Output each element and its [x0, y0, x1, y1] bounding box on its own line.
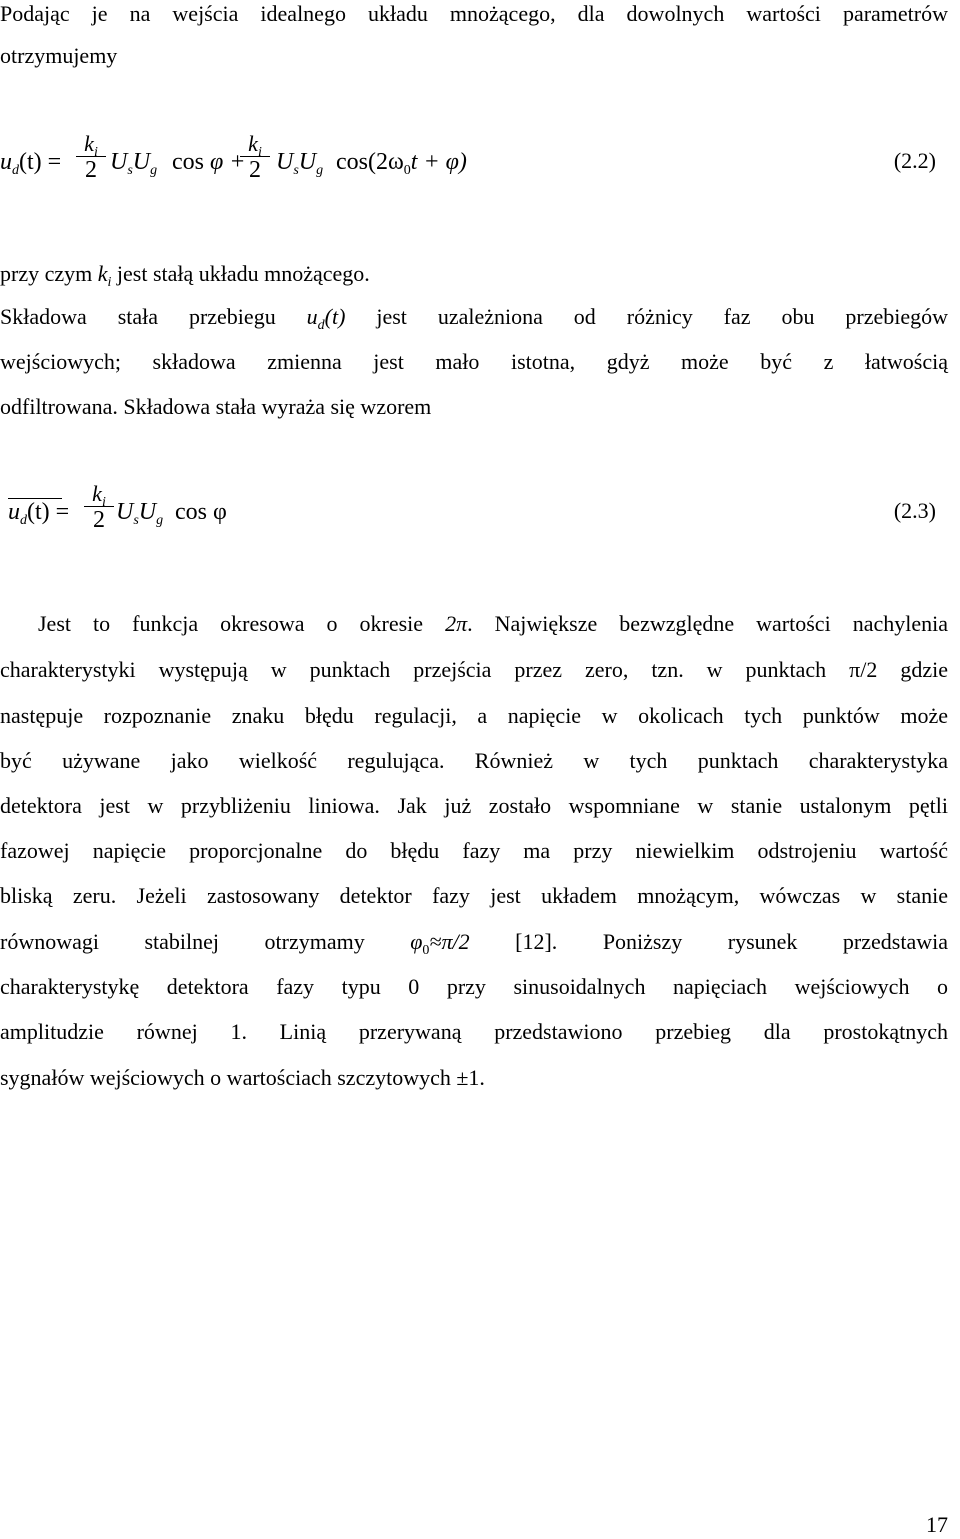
- eq23-term: $U_sU_g$: [116, 499, 164, 528]
- paragraph-3-line-5: detektora jest w przybliżeniu liniowa. Jak już zostało wspomniane w stanie ustalonym pętli: [0, 793, 948, 818]
- equation-2-2: [0, 130, 948, 200]
- paragraph-1-line-2: otrzymujemy: [0, 43, 118, 68]
- paragraph-1-line-1: Podając je na wejścia idealnego układu mnożącego, dla dowolnych wartości parametrów: [0, 1, 948, 26]
- paragraph-2-line-3: odfiltrowana. Składowa stała wyraża się wzorem: [0, 394, 432, 419]
- eq23-lhs: $u_d(t)$ =: [8, 499, 70, 528]
- equation-number-2-3: (2.3): [893, 498, 936, 523]
- eq22-lhs: $u_d(t)$ =: [0, 149, 62, 178]
- paragraph-3-line-8: równowagi stabilnej otrzymamy $\varphi_0\approx\pi/2$ [12]. Poniższy rysunek przedstawia: [0, 929, 948, 958]
- paragraph-3-line-4: być używane jako wielkość regulująca. Również w tych punktach charakterystyka: [0, 748, 948, 773]
- paragraph-2-line-2: wejściowych; składowa zmienna jest mało istotna, gdyż może być z łatwością: [0, 349, 948, 374]
- paragraph-2-line-1: Składowa stała przebiegu $u_d(t)$ jest uzależniona od różnicy faz obu przebiegów: [0, 304, 948, 333]
- equation-2-3: [0, 478, 948, 548]
- eq22-cos-1: cos φ +: [172, 149, 246, 175]
- page-number: 17: [926, 1512, 948, 1537]
- paragraph-3-line-7: bliską zeru. Jeżeli zastosowany detektor fazy jest układem mnożącym, wówczas w stanie: [0, 883, 948, 908]
- paragraph-3-line-9: charakterystykę detektora fazy typu 0 przy sinusoidalnych napięciach wejściowych o: [0, 974, 948, 999]
- paragraph-3-line-2: charakterystyki występują w punktach przejścia przez zero, tzn. w punktach π/2 gdzie: [0, 657, 948, 682]
- paragraph-3-line-11: sygnałów wejściowych o wartościach szczytowych ±1.: [0, 1065, 485, 1090]
- eq22-fraction-1: $\frac{k_i}{2}$: [76, 132, 106, 183]
- eq23-fraction: $\frac{k_i}{2}$: [84, 482, 114, 533]
- eq22-term-1: $U_sU_g$: [110, 149, 158, 178]
- eq22-term-2: $U_sU_g$: [276, 149, 324, 178]
- paragraph-3-line-10: amplitudzie równej 1. Linią przerywaną przedstawiono przebieg dla prostokątnych: [0, 1019, 948, 1044]
- ki-definition-line: przy czym $k_i$ jest stałą układu mnożącego.: [0, 261, 370, 290]
- eq23-cos: cos φ: [175, 499, 227, 525]
- paragraph-3-line-6: fazowej napięcie proporcjonalne do błędu fazy ma przy niewielkim odstrojeniu wartość: [0, 838, 948, 863]
- equation-number-2-2: (2.2): [893, 148, 936, 173]
- paragraph-3-line-1: Jest to funkcja okresowa o okresie 2π. Największe bezwzględne wartości nachylenia: [38, 611, 948, 636]
- paragraph-3-line-3: następuje rozpoznanie znaku błędu regulacji, a napięcie w okolicach tych punktów może: [0, 703, 948, 728]
- eq22-fraction-2: $\frac{k_i}{2}$: [240, 132, 270, 183]
- eq22-cos-2: $\cos(2\omega_0t + \varphi)$: [336, 149, 467, 178]
